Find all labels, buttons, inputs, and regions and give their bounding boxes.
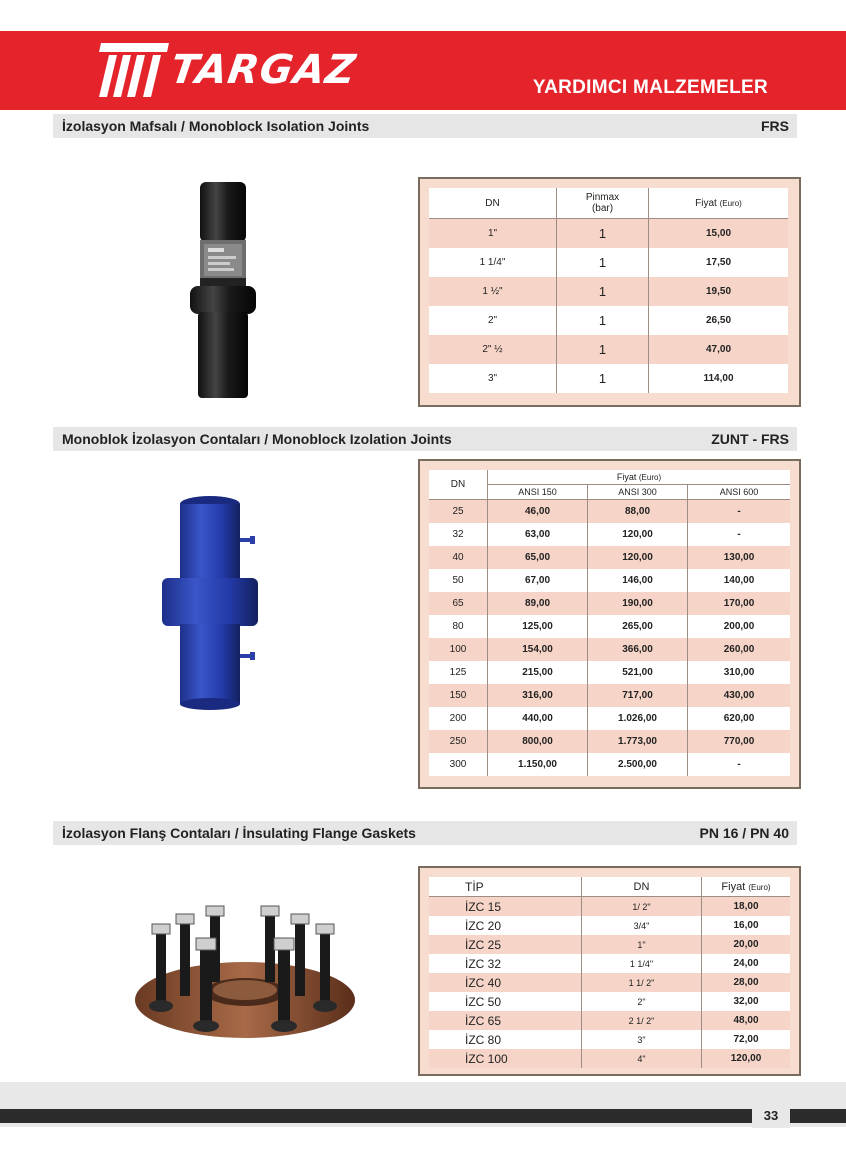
table-row — [429, 684, 790, 707]
brand-logo — [95, 38, 359, 102]
cell-price: 17,50 — [649, 248, 789, 277]
cell-price: 32,00 — [702, 992, 791, 1011]
table-row — [429, 523, 790, 546]
pinmax-unit: (bar) — [591, 203, 614, 214]
cell-tip: İZC 20 — [429, 916, 582, 935]
column-header-dn: DN — [429, 188, 557, 219]
cell-dn: 1" — [429, 219, 557, 249]
cell-ansi300: 1.026,00 — [588, 707, 688, 730]
cell-price: 18,00 — [702, 897, 791, 917]
brand-name: TARGAZ — [167, 47, 359, 93]
cell-tip: İZC 80 — [429, 1030, 582, 1049]
cell-price: 72,00 — [702, 1030, 791, 1049]
cell-ansi600: - — [688, 500, 791, 524]
cell-ansi300: 120,00 — [588, 523, 688, 546]
cell-pinmax: 1 — [557, 248, 649, 277]
cell-price: 120,00 — [702, 1049, 791, 1068]
cell-tip: İZC 32 — [429, 954, 582, 973]
cell-ansi600: 260,00 — [688, 638, 791, 661]
price-label: Fiyat — [695, 197, 717, 209]
column-header-ansi600: ANSI 600 — [688, 485, 791, 500]
cell-pinmax: 1 — [557, 364, 649, 393]
footer-stripe — [0, 1109, 846, 1123]
table-row — [429, 592, 790, 615]
table-row — [429, 248, 788, 277]
section-code: ZUNT - FRS — [711, 431, 789, 447]
cell-ansi600: 770,00 — [688, 730, 791, 753]
cell-ansi600: 310,00 — [688, 661, 791, 684]
price-table-isolation-gaskets — [429, 470, 790, 776]
table-row — [429, 1030, 790, 1049]
cell-dn: 250 — [429, 730, 488, 753]
table-row — [429, 615, 790, 638]
cell-dn: 1/ 2" — [582, 897, 702, 917]
table-row — [429, 500, 790, 524]
table-row — [429, 973, 790, 992]
cell-price: 15,00 — [649, 219, 789, 249]
cell-dn: 100 — [429, 638, 488, 661]
cell-dn: 2" ½ — [429, 335, 557, 364]
cell-dn: 1" — [582, 935, 702, 954]
cell-ansi300: 146,00 — [588, 569, 688, 592]
cell-ansi150: 67,00 — [488, 569, 588, 592]
cell-ansi300: 366,00 — [588, 638, 688, 661]
table-row — [429, 661, 790, 684]
table-row — [429, 753, 790, 776]
cell-price: 16,00 — [702, 916, 791, 935]
section-bar-isolation-joints — [53, 114, 797, 138]
cell-tip: İZC 15 — [429, 897, 582, 917]
cell-pinmax: 1 — [557, 306, 649, 335]
cell-price: 114,00 — [649, 364, 789, 393]
table-row — [429, 992, 790, 1011]
cell-ansi150: 125,00 — [488, 615, 588, 638]
cell-price: 19,50 — [649, 277, 789, 306]
cell-ansi300: 265,00 — [588, 615, 688, 638]
table-row — [429, 638, 790, 661]
column-header-ansi150: ANSI 150 — [488, 485, 588, 500]
table-header-row — [429, 188, 788, 219]
price-label: Fiyat — [721, 880, 746, 893]
table-row — [429, 1011, 790, 1030]
table-row — [429, 569, 790, 592]
table-row — [429, 1049, 790, 1068]
table-row — [429, 219, 788, 249]
cell-dn: 125 — [429, 661, 488, 684]
price-table-flange-gaskets — [429, 877, 790, 1068]
cell-dn: 3/4" — [582, 916, 702, 935]
cell-dn: 1 ½" — [429, 277, 557, 306]
table-frame — [418, 177, 801, 407]
price-unit: (Euro) — [748, 882, 771, 892]
table-row — [429, 277, 788, 306]
table-frame — [418, 866, 801, 1076]
column-header-ansi300: ANSI 300 — [588, 485, 688, 500]
table-header-row — [429, 470, 790, 485]
cell-dn: 1 1/4" — [582, 954, 702, 973]
cell-ansi150: 63,00 — [488, 523, 588, 546]
table-row — [429, 707, 790, 730]
cell-dn: 1 1/ 2" — [582, 973, 702, 992]
cell-ansi150: 154,00 — [488, 638, 588, 661]
cell-ansi600: 140,00 — [688, 569, 791, 592]
cell-dn: 2 1/ 2" — [582, 1011, 702, 1030]
cell-ansi600: 170,00 — [688, 592, 791, 615]
pinmax-label: Pinmax — [585, 192, 620, 203]
cell-ansi300: 120,00 — [588, 546, 688, 569]
table-row — [429, 730, 790, 753]
cell-dn: 80 — [429, 615, 488, 638]
cell-ansi300: 88,00 — [588, 500, 688, 524]
cell-ansi300: 190,00 — [588, 592, 688, 615]
cell-tip: İZC 65 — [429, 1011, 582, 1030]
section-title: İzolasyon Flanş Contaları / İnsulating Flange Gaskets — [62, 825, 416, 841]
cell-ansi600: 200,00 — [688, 615, 791, 638]
cell-tip: İZC 25 — [429, 935, 582, 954]
table-row — [429, 546, 790, 569]
cell-pinmax: 1 — [557, 335, 649, 364]
cell-ansi600: 620,00 — [688, 707, 791, 730]
cell-dn: 32 — [429, 523, 488, 546]
cell-ansi150: 89,00 — [488, 592, 588, 615]
cell-dn: 300 — [429, 753, 488, 776]
column-header-dn: DN — [582, 877, 702, 897]
section-title: İzolasyon Mafsalı / Monoblock Isolation Joints — [62, 118, 370, 134]
cell-dn: 4" — [582, 1049, 702, 1068]
cell-ansi300: 521,00 — [588, 661, 688, 684]
cell-dn: 1 1/4" — [429, 248, 557, 277]
section-title: Monoblok İzolasyon Contaları / Monoblock Izolation Joints — [62, 431, 452, 447]
cell-dn: 50 — [429, 569, 488, 592]
cell-tip: İZC 50 — [429, 992, 582, 1011]
price-table-isolation-joints — [429, 188, 788, 393]
cell-dn: 25 — [429, 500, 488, 524]
table-row — [429, 916, 790, 935]
table-row — [429, 954, 790, 973]
column-header-tip: TİP — [429, 877, 582, 897]
cell-dn: 65 — [429, 592, 488, 615]
column-header-pinmax — [557, 188, 649, 219]
cell-price: 26,50 — [649, 306, 789, 335]
cell-ansi150: 46,00 — [488, 500, 588, 524]
cell-ansi300: 717,00 — [588, 684, 688, 707]
cell-ansi150: 1.150,00 — [488, 753, 588, 776]
table-row — [429, 364, 788, 393]
column-header-price — [702, 877, 791, 897]
cell-tip: İZC 40 — [429, 973, 582, 992]
monoblock-joint-image — [160, 490, 270, 715]
cell-price: 28,00 — [702, 973, 791, 992]
column-header-price — [649, 188, 789, 219]
table-frame — [418, 459, 801, 789]
page-number: 33 — [752, 1104, 790, 1128]
isolation-joint-image — [178, 178, 270, 402]
section-bar-isolation-gaskets — [53, 427, 797, 451]
cell-dn: 3" — [429, 364, 557, 393]
table-row — [429, 897, 790, 917]
column-header-price — [488, 470, 791, 485]
cell-dn: 2" — [429, 306, 557, 335]
section-code: PN 16 / PN 40 — [699, 825, 789, 841]
cell-dn: 40 — [429, 546, 488, 569]
price-unit: (Euro) — [719, 198, 742, 208]
cell-pinmax: 1 — [557, 219, 649, 249]
cell-ansi300: 1.773,00 — [588, 730, 688, 753]
cell-ansi300: 2.500,00 — [588, 753, 688, 776]
table-row — [429, 935, 790, 954]
cell-dn: 3" — [582, 1030, 702, 1049]
cell-ansi150: 215,00 — [488, 661, 588, 684]
cell-ansi150: 440,00 — [488, 707, 588, 730]
cell-ansi600: - — [688, 753, 791, 776]
cell-pinmax: 1 — [557, 277, 649, 306]
cell-ansi150: 800,00 — [488, 730, 588, 753]
cell-ansi600: 130,00 — [688, 546, 791, 569]
cell-ansi600: - — [688, 523, 791, 546]
column-header-dn: DN — [429, 470, 488, 500]
table-header-row — [429, 877, 790, 897]
section-bar-flange-gaskets — [53, 821, 797, 845]
header-category: YARDIMCI MALZEMELER — [532, 77, 768, 98]
cell-price: 47,00 — [649, 335, 789, 364]
cell-ansi150: 65,00 — [488, 546, 588, 569]
price-label: Fiyat — [616, 472, 637, 482]
cell-price: 24,00 — [702, 954, 791, 973]
table-row — [429, 335, 788, 364]
cell-price: 48,00 — [702, 1011, 791, 1030]
cell-price: 20,00 — [702, 935, 791, 954]
table-row — [429, 306, 788, 335]
cell-dn: 200 — [429, 707, 488, 730]
section-code: FRS — [761, 118, 789, 134]
cell-dn: 150 — [429, 684, 488, 707]
flange-gasket-image — [130, 900, 360, 1050]
cell-ansi600: 430,00 — [688, 684, 791, 707]
price-unit: (Euro) — [638, 473, 662, 482]
cell-ansi150: 316,00 — [488, 684, 588, 707]
cell-tip: İZC 100 — [429, 1049, 582, 1068]
cell-dn: 2" — [582, 992, 702, 1011]
targaz-logo-icon — [95, 41, 169, 99]
